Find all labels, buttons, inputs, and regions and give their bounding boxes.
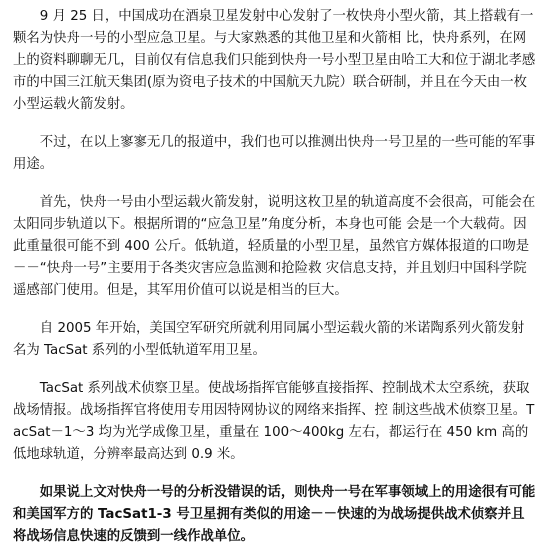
paragraph-tacsat-history: 自 2005 年开始，美国空军研究所就利用同属小型运载火箭的米诺陶系列火箭发射名为 TacSat 系列的小型低轨道军用卫星。 — [13, 321, 525, 358]
paragraph-conclusion: 如果说上文对快舟一号的分析没错误的话，则快舟一号在军事领域上的用途很有可能和美国军方的 TacSat1-3 号卫星拥有类似的用途－－快速的为战场提供战术侦察并且将战场信息快速的反馈到一线作战单位。 — [13, 485, 536, 544]
paragraph-launch-news: 9 月 25 日，中国成功在酒泉卫星发射中心发射了一枚快舟小型火箭，其上搭载有一颗名为快舟一号的小型应急卫星。与大家熟悉的其他卫星和火箭相 比，快舟系列，在网上的资料聊聊无几，目前仅有信息我们只能到快舟一号小型卫星由哈工大和位于湖北孝感市的中国三江航天集团(原为资电子技术的中国航天九院）联合研制，并且在今天由一枚小型运载火箭发射。 — [13, 9, 536, 112]
paragraph-military-use-intro: 不过，在以上寥寥无几的报道中，我们也可以推测出快舟一号卫星的一些可能的军事用途。 — [13, 135, 536, 172]
paragraph-tacsat-details: TacSat 系列战术侦察卫星。使战场指挥官能够直接指挥、控制战术太空系统，获取战场情报。战场指挥官将使用专用因特网协议的网络来指挥、控 制这些战术侦察卫星。TacSat－1～3 均为光学成像卫星，重量在 100～400kg 左右，都运行在 450 km 高的低地球轨道，分辨率最高达到 0.9 米。 — [13, 381, 535, 462]
paragraph-orbit-analysis: 首先，快舟一号由小型运载火箭发射，说明这枚卫星的轨道高度不会很高，可能会在太阳同步轨道以下。根据所谓的“应急卫星”角度分析，本身也可能 会是一个大载荷。因此重量很可能不到 400 公斤。低轨道，轻质量的小型卫星，虽然官方媒体报道的口吻是－－“快舟一号”主要用于各类灾害应急监测和抢险救 灾信息支持，并且划归中国科学院遥感部门使用。但是，其军用价值可以说是相当的巨大。 — [13, 195, 536, 298]
